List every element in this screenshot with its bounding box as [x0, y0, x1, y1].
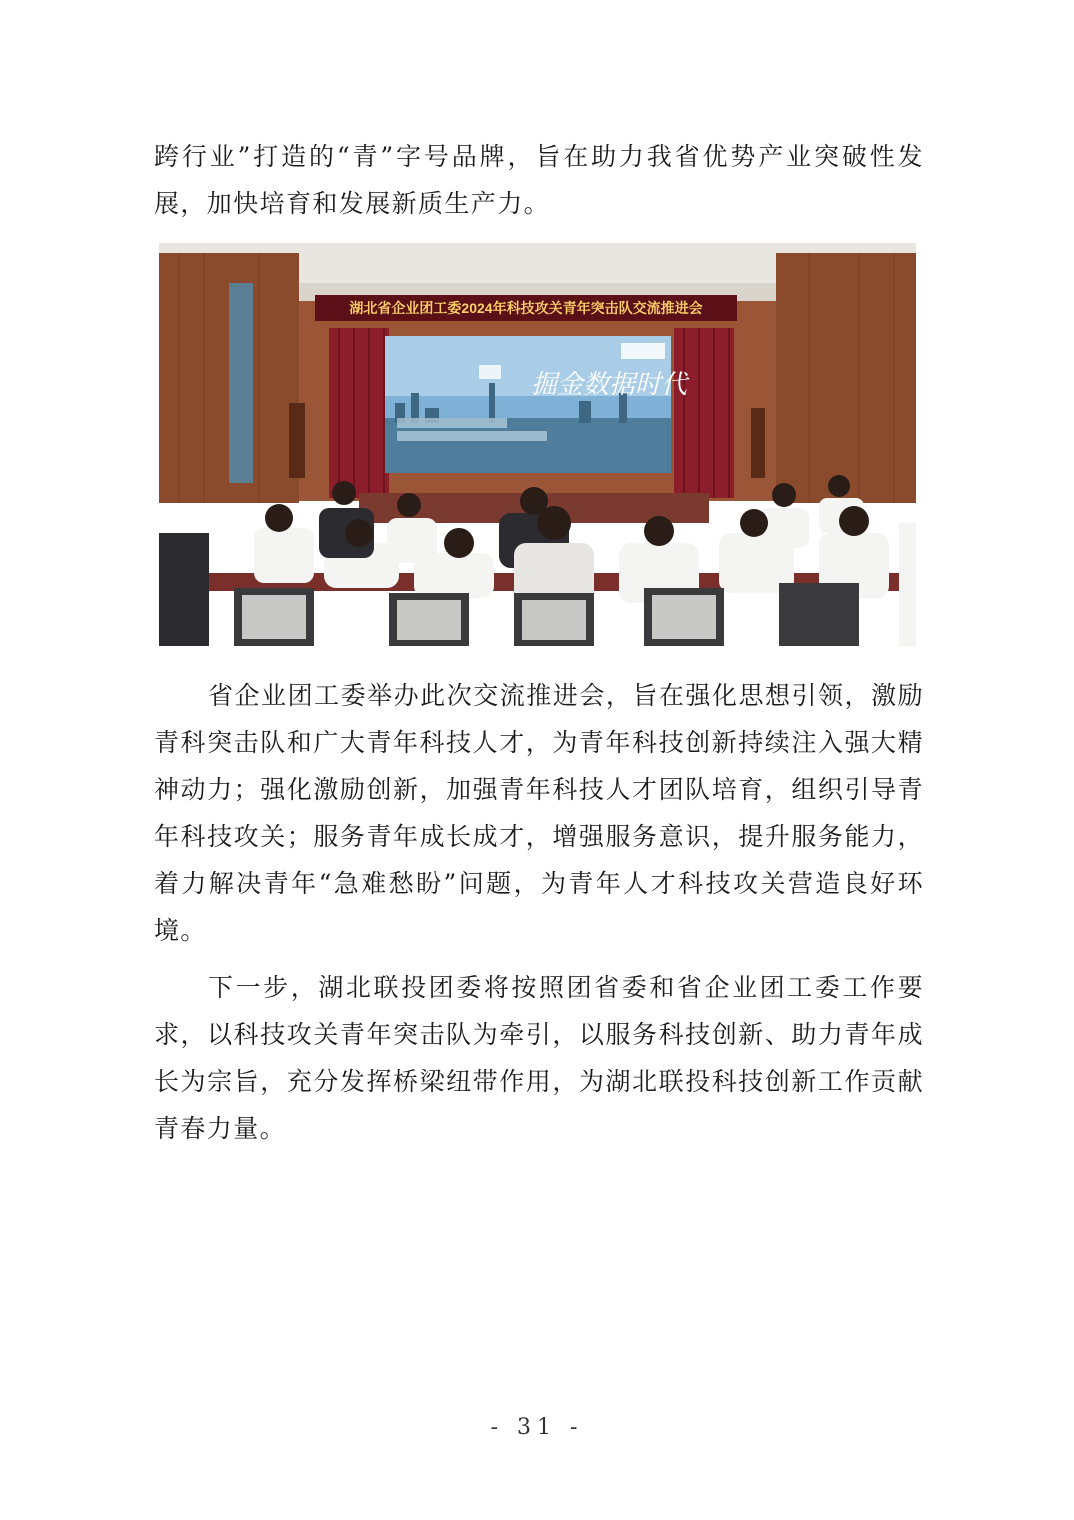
- screen-title: 掘金数据时代: [530, 370, 688, 399]
- paragraph-continued: 跨行业”打造的“青”字号品牌，旨在助力我省优势产业突破性发展，加快培育和发展新质生产力。: [154, 142, 924, 218]
- paragraph-next-step: 下一步，湖北联投团委将按照团省委和省企业团工委工作要求，以科技攻关青年突击队为牵引，以服务科技创新、助力青年成长为宗旨，充分发挥桥梁纽带作用，为湖北联投科技创新工作贡献青春力量。: [154, 973, 924, 1143]
- banner-text: 湖北省企业团工委2024年科技攻关青年突击队交流推进会: [349, 300, 703, 316]
- page-number: - 31 -: [490, 1415, 584, 1440]
- meeting-photo: [159, 243, 916, 646]
- paragraph-purpose: 省企业团工委举办此次交流推进会，旨在强化思想引领，激励青科突击队和广大青年科技人才，为青年科技创新持续注入强大精神动力；强化激励创新，加强青年科技人才团队培育，组织引导青年科技攻关；服务青年成长成才，增强服务意识，提升服务能力，着力解决青年“急难愁盼”问题，为青年人才科技攻关营造良好环境。: [154, 681, 924, 945]
